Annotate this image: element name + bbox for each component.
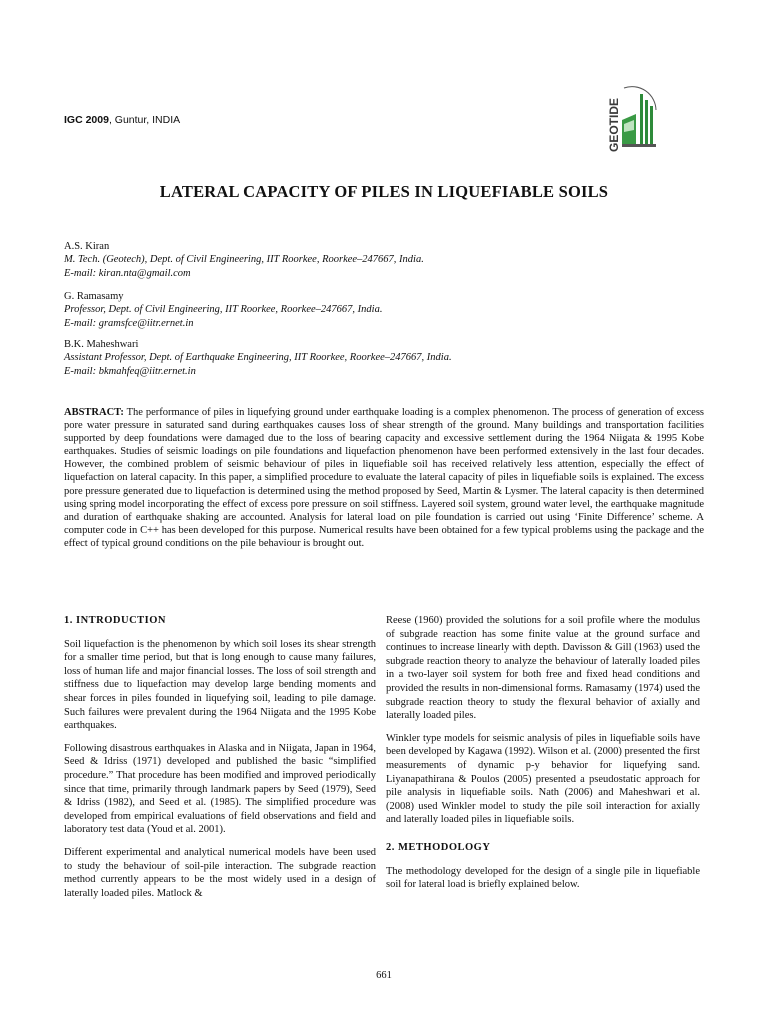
author-block-1 — [64, 240, 704, 280]
author-affiliation: Professor, Dept. of Civil Engineering, IIT Roorkee, Roorkee–247667, India. — [64, 304, 383, 316]
abstract-text: The performance of piles in liquefying ground under earthquake loading is a complex phenomenon. The process of generation of excess pore water pressure in saturated sand during earthquakes causes loss of shear strength of the ground. Many buildings and transportation facilities supported by deep foundations were damaged due to the loss of bearing capacity and excessive settlement during the 1964 Niigata & 1995 Kobe earthquakes. Studies of seismic loadings on pile foundations and liquefaction phenomenon have been performed extensively in the last four decades. However, the combined problem of seismic behaviour of piles in liquefiable soil has received relatively less attention, especially the effect of liquefaction on lateral capacity. In this paper, a simplified procedure to evaluate the lateral capacity of piles in liquefiable soils is explained. The excess pore pressure generated due to liquefaction is determined using the method proposed by Seed, Martin & Lysmer. The lateral capacity is then determined using spring model incorporating the effect of excess pore pressure on soil stiffness. Layered soil system, ground water level, the earthquake magnitude and duration of earthquake shaking are accounted. Analysis for lateral load on pile foundation is carried out using ‘Finite Difference’ scheme. A computer code in C++ has been developed for this purpose. Numerical results have been obtained for a few typical problems using the package and the effect of typical ground conditions on the pile behaviour is brought out. — [64, 407, 704, 549]
logo-wordmark: GEOTIDE — [607, 97, 621, 152]
geotide-logo-graphic — [606, 80, 658, 154]
author-name: G. Ramasamy — [64, 291, 124, 302]
page-number: 661 — [376, 970, 392, 981]
geotide-logo — [606, 80, 658, 154]
author-affiliation: Assistant Professor, Dept. of Earthquake Engineering, IIT Roorkee, Roorkee–247667, India. — [64, 352, 452, 364]
abstract-label: ABSTRACT: — [64, 407, 124, 418]
left-column — [64, 614, 376, 909]
author-affiliation: M. Tech. (Geotech), Dept. of Civil Engineering, IIT Roorkee, Roorkee–247667, India. — [64, 254, 424, 266]
body-paragraph: Reese (1960) provided the solutions for a soil profile where the modulus of subgrade reaction has some finite value at the ground surface and continues to increase linearly with depth. Davisson & Gill (1963) used the subgrade reaction theory to analyze the behaviour of laterally loaded piles in a two-layer soil system for both free and fixed head conditions and provided the results in non-dimensional forms. Ramasamy (1974) used the subgrade reaction theory to study the flexural behavior of axially and laterally loaded piles. — [386, 615, 700, 722]
right-column — [386, 614, 700, 901]
paper-title: LATERAL CAPACITY OF PILES IN LIQUEFIABLE SOILS — [159, 182, 609, 201]
body-paragraph: Different experimental and analytical numerical models have been used to study the behaviour of soil-pile interaction. The subgrade reaction method currently appears to be the most widely used in a design of laterally loaded piles. Matlock & — [64, 846, 376, 899]
author-name: A.S. Kiran — [64, 241, 110, 252]
section-heading-introduction: 1. INTRODUCTION — [64, 615, 167, 626]
abstract — [64, 406, 704, 550]
conference-name: IGC 2009 — [64, 114, 109, 126]
author-email: E-mail: bkmahfeq@iitr.ernet.in — [64, 365, 196, 377]
author-block-3 — [64, 338, 704, 378]
author-email: E-mail: kiran.nta@gmail.com — [64, 267, 191, 279]
author-email: E-mail: gramsfce@iitr.ernet.in — [64, 317, 194, 329]
conference-location: , Guntur, INDIA — [108, 114, 181, 126]
conference-header — [64, 114, 180, 126]
body-paragraph: Winkler type models for seismic analysis of piles in liquefiable soils have been developed by Kagawa (1992). Wilson et al. (2000) presented the first measurements of dynamic p-y behavior for liquefying sand. Liyanapathirana & Poulos (2005) presented a pseudostatic approach for pile analysis in liquefiable soils. Nath (2006) and Maheshwari et al. (2008) used Winkler model to study the pile soil interaction for axially and laterally loaded piles in liquefiable soils. — [386, 732, 700, 826]
section-heading-methodology: 2. METHODOLOGY — [386, 841, 491, 853]
body-paragraph: Soil liquefaction is the phenomenon by which soil loses its shear strength for a smaller time period, but that is long enough to cause many failures, loss of human life and major financial losses. The loss of soil strength and stiffness due to liquefaction may develop large bending moments and shear forces in piles founded in liquefying soil, leading to pile damage. Such failures were prevalent during the 1964 Niigata and the 1995 Kobe earthquakes. — [64, 638, 376, 732]
author-block-2 — [64, 290, 704, 330]
body-paragraph: Following disastrous earthquakes in Alaska and in Niigata, Japan in 1964, Seed & Idriss (1971) developed and published the basic “simplified procedure.” That procedure has been modified and improved periodically since that time, primarily through landmark papers by Seed (1979), Seed & Idriss (1982), and Seed et al. (1985). The simplified procedure was developed from empirical evaluations of field observations and field and laboratory test data (Youd et al. 2001). — [64, 742, 376, 836]
body-paragraph: The methodology developed for the design of a single pile in liquefiable soil for lateral load is briefly explained below. — [386, 865, 700, 891]
author-name: B.K. Maheshwari — [64, 339, 139, 350]
